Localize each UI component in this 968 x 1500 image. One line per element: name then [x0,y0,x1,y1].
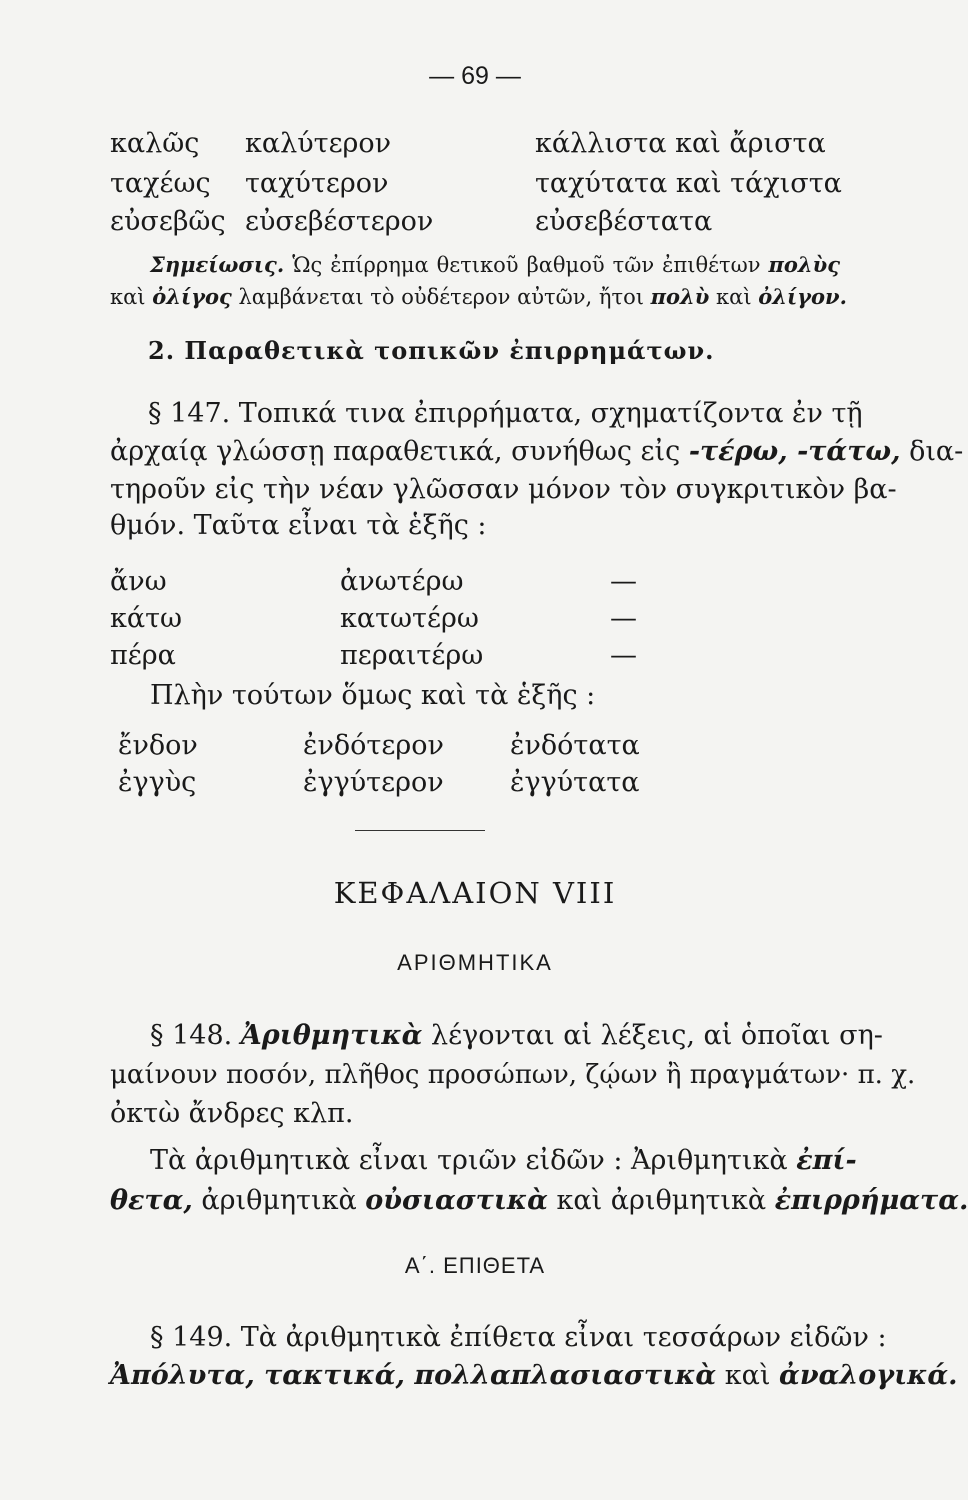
para-bold: -τέρω, -τάτω, [688,436,901,467]
paragraph-147-line: § 147. Τοπικά τινα ἐπιρρήματα, σχηματίζοντα ἐν τῇ [148,398,863,429]
plin-line: Πλὴν τούτων ὅμως καὶ τὰ ἑξῆς : [150,680,596,711]
note-text: καὶ [716,285,752,309]
note-line-2 [110,284,847,309]
note-text: καὶ [110,285,146,309]
dash: — [610,566,637,597]
para-text: δια- [909,436,964,467]
para-bold: Ἀπόλυτα, τακτικά, πολλαπλασιαστικὰ [110,1360,717,1391]
section-heading: 2. Παραθετικὰ τοπικῶν ἐπιρρημάτων. [148,336,715,365]
para-text: § 148. [150,1020,233,1051]
note-label: Σημείωσις. [150,252,285,277]
paragraph-147-line: τηροῦν εἰς τὴν νέαν γλῶσσαν μόνον τὸν συγκριτικὸν βα- [110,474,897,505]
divider [355,830,485,831]
comparative-form: ταχύτερον [245,168,389,199]
superlative-form: ταχύτατα καὶ τάχιστα [535,168,842,199]
locative-row [110,566,840,606]
page-number: — 69 — [429,62,521,90]
positive-form: εὐσεβῶς [110,206,226,237]
section-a-heading: Α΄. ΕΠΙΘΕΤΑ [404,1253,546,1278]
note-text: Ὡς ἐπίρρημα θετικοῦ βαθμοῦ τῶν ἐπιθέτων [292,253,761,277]
adverb: πέρα [110,640,176,671]
locative-row [110,603,840,643]
comparative-form: περαιτέρω [340,640,484,671]
note-bold: πολὺ [650,284,710,309]
positive-form: ταχέως [110,168,211,199]
para-bold: ἀναλογικά. [779,1360,958,1391]
comparative-form: ἐγγύτερον [303,767,444,798]
para-text: ἀρχαίᾳ γλώσσῃ παραθετικά, συνήθως εἰς [110,436,681,467]
extra-row [118,730,848,770]
paragraph-147-line [110,436,964,467]
adverb: ἐγγὺς [118,767,197,798]
para-text: καὶ ἀριθμητικὰ [556,1185,767,1216]
para-text: λέγονται αἱ λέξεις, αἱ ὁποῖαι ση- [431,1020,883,1051]
paragraph-148-line [150,1020,883,1051]
chapter-title: ΚΕΦΑΛΑΙΟΝ VIII [333,876,617,910]
para-text: καὶ [724,1360,771,1391]
paragraph-148-line: μαίνουν ποσόν, πλῆθος προσώπων, ζῴων ἢ πραγμάτων· π. χ. [110,1060,916,1090]
comparison-row [110,206,840,246]
comparative-form: εὐσεβέστερον [245,206,434,237]
paragraph-149-line [110,1360,958,1391]
paragraph-148b-line [150,1145,857,1176]
note-bold: ὀλίγον. [758,284,847,309]
comparative-form: καλύτερον [245,128,392,159]
comparative-form: ἀνωτέρω [340,566,464,597]
note-line-1 [150,252,840,277]
comparison-row [110,128,840,168]
para-text: ἀριθμητικὰ [201,1185,357,1216]
locative-row [110,640,840,680]
dash: — [610,603,637,634]
para-bold: ἐπιρρήματα. [774,1185,968,1216]
superlative-form: ἐνδότατα [510,730,640,761]
dash: — [610,640,637,671]
para-bold: Ἀριθμητικὰ [240,1020,423,1051]
extra-row [118,767,848,807]
comparative-form: κατωτέρω [340,603,479,634]
paragraph-148b-line [110,1185,968,1216]
positive-form: καλῶς [110,128,200,159]
superlative-form: κάλλιστα καὶ ἄριστα [535,128,826,159]
note-bold: πολὺς [768,252,840,277]
adverb: ἔνδον [118,730,198,761]
para-bold: οὐσιαστικὰ [365,1185,548,1216]
chapter-subtitle: ΑΡΙΘΜΗΤΙΚΑ [397,950,553,975]
paragraph-149-line: § 149. Τὰ ἀριθμητικὰ ἐπίθετα εἶναι τεσσάρων εἰδῶν : [150,1322,887,1353]
para-bold: ἐπί- [796,1145,857,1176]
adverb: ἄνω [110,566,167,597]
superlative-form: εὐσεβέστατα [535,206,713,237]
paragraph-147-line: θμόν. Ταῦτα εἶναι τὰ ἑξῆς : [110,510,487,541]
note-bold: ὀλίγος [152,284,232,309]
superlative-form: ἐγγύτατα [510,767,640,798]
note-text: λαμβάνεται τὸ οὐδέτερον αὐτῶν, ἤτοι [238,285,644,309]
paragraph-148-line: ὀκτὼ ἄνδρες κλπ. [110,1098,354,1129]
comparison-row [110,168,840,208]
para-bold: θετα, [110,1185,193,1216]
comparative-form: ἐνδότερον [303,730,444,761]
adverb: κάτω [110,603,183,634]
para-text: Τὰ ἀριθμητικὰ εἶναι τριῶν εἰδῶν : Ἀριθμητικὰ [150,1145,788,1176]
